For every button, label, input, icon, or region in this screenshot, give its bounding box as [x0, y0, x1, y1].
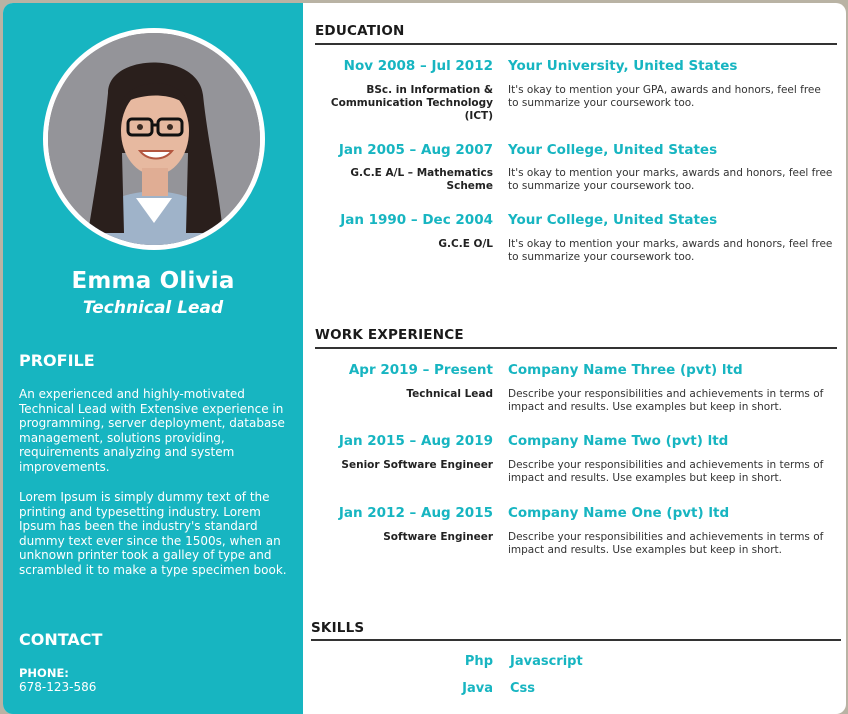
skill-item: Css — [510, 681, 536, 696]
skills-heading: SKILLS — [311, 620, 365, 636]
work-experience-heading: WORK EXPERIENCE — [315, 327, 464, 343]
work-company: Company Name Two (pvt) ltd — [508, 433, 729, 449]
work-description: Describe your responsibilities and achievements in terms of impact and results. Use examples but keep in short. — [508, 388, 824, 413]
profile-photo — [48, 33, 260, 245]
resume-page — [3, 3, 846, 714]
work-description: Describe your responsibilities and achievements in terms of impact and results. Use examples but keep in short. — [508, 459, 824, 484]
education-institution: Your University, United States — [508, 58, 738, 74]
skill-item: Java — [462, 681, 493, 696]
sidebar — [3, 3, 303, 714]
profile-paragraph: Lorem Ipsum is simply dummy text of the printing and typesetting industry. Lorem Ipsum has been the industry's standard dummy text ever since the 1500s, when an unknown printer took a galley of type and scrambled it to make a type specimen book. — [19, 490, 287, 577]
skill-item: Php — [464, 654, 493, 669]
profile-photo-illustration — [48, 33, 260, 245]
work-dates: Apr 2019 – Present — [348, 362, 493, 378]
work-company: Company Name One (pvt) ltd — [508, 505, 730, 521]
profile-paragraph: An experienced and highly-motivated Technical Lead with Extensive experience in programming, server deployment, database management, solutions providing, requirements analyzing and system improvements. — [19, 387, 285, 474]
person-title: Technical Lead — [82, 298, 224, 318]
work-dates: Jan 2015 – Aug 2019 — [338, 433, 493, 449]
skill-item: Javascript — [510, 654, 583, 669]
work-description: Describe your responsibilities and achievements in terms of impact and results. Use examples but keep in short. — [508, 531, 824, 556]
work-dates: Jan 2012 – Aug 2015 — [338, 505, 493, 521]
education-dates: Jan 2005 – Aug 2007 — [338, 142, 493, 158]
contact-heading: CONTACT — [19, 630, 103, 649]
profile-heading: PROFILE — [19, 351, 95, 370]
section-divider — [311, 639, 841, 641]
work-position: Senior Software Engineer — [341, 459, 493, 471]
education-description: It's okay to mention your GPA, awards and honors, feel free to summarize your coursework too. — [508, 84, 821, 109]
work-position: Technical Lead — [406, 388, 493, 400]
education-description: It's okay to mention your marks, awards and honors, feel free to summarize your coursework too. — [508, 238, 833, 263]
section-divider — [315, 43, 837, 45]
work-position: Software Engineer — [383, 531, 493, 543]
person-name: Emma Olivia — [71, 268, 235, 294]
work-company: Company Name Three (pvt) ltd — [508, 362, 743, 378]
education-qualification: BSc. in Information & Communication Technology (ICT) — [330, 84, 493, 122]
education-qualification: G.C.E O/L — [438, 238, 493, 250]
main-content — [303, 3, 846, 714]
education-description: It's okay to mention your marks, awards and honors, feel free to summarize your coursework too. — [508, 167, 833, 192]
phone-value: 678-123-586 — [19, 680, 97, 694]
education-heading: EDUCATION — [315, 23, 405, 39]
education-qualification: G.C.E A/L – Mathematics Scheme — [350, 167, 493, 192]
education-institution: Your College, United States — [508, 142, 718, 158]
education-dates: Jan 1990 – Dec 2004 — [340, 212, 493, 228]
education-institution: Your College, United States — [508, 212, 718, 228]
section-divider — [315, 347, 837, 349]
phone-label: PHONE: — [19, 666, 69, 680]
education-dates: Nov 2008 – Jul 2012 — [343, 58, 493, 74]
